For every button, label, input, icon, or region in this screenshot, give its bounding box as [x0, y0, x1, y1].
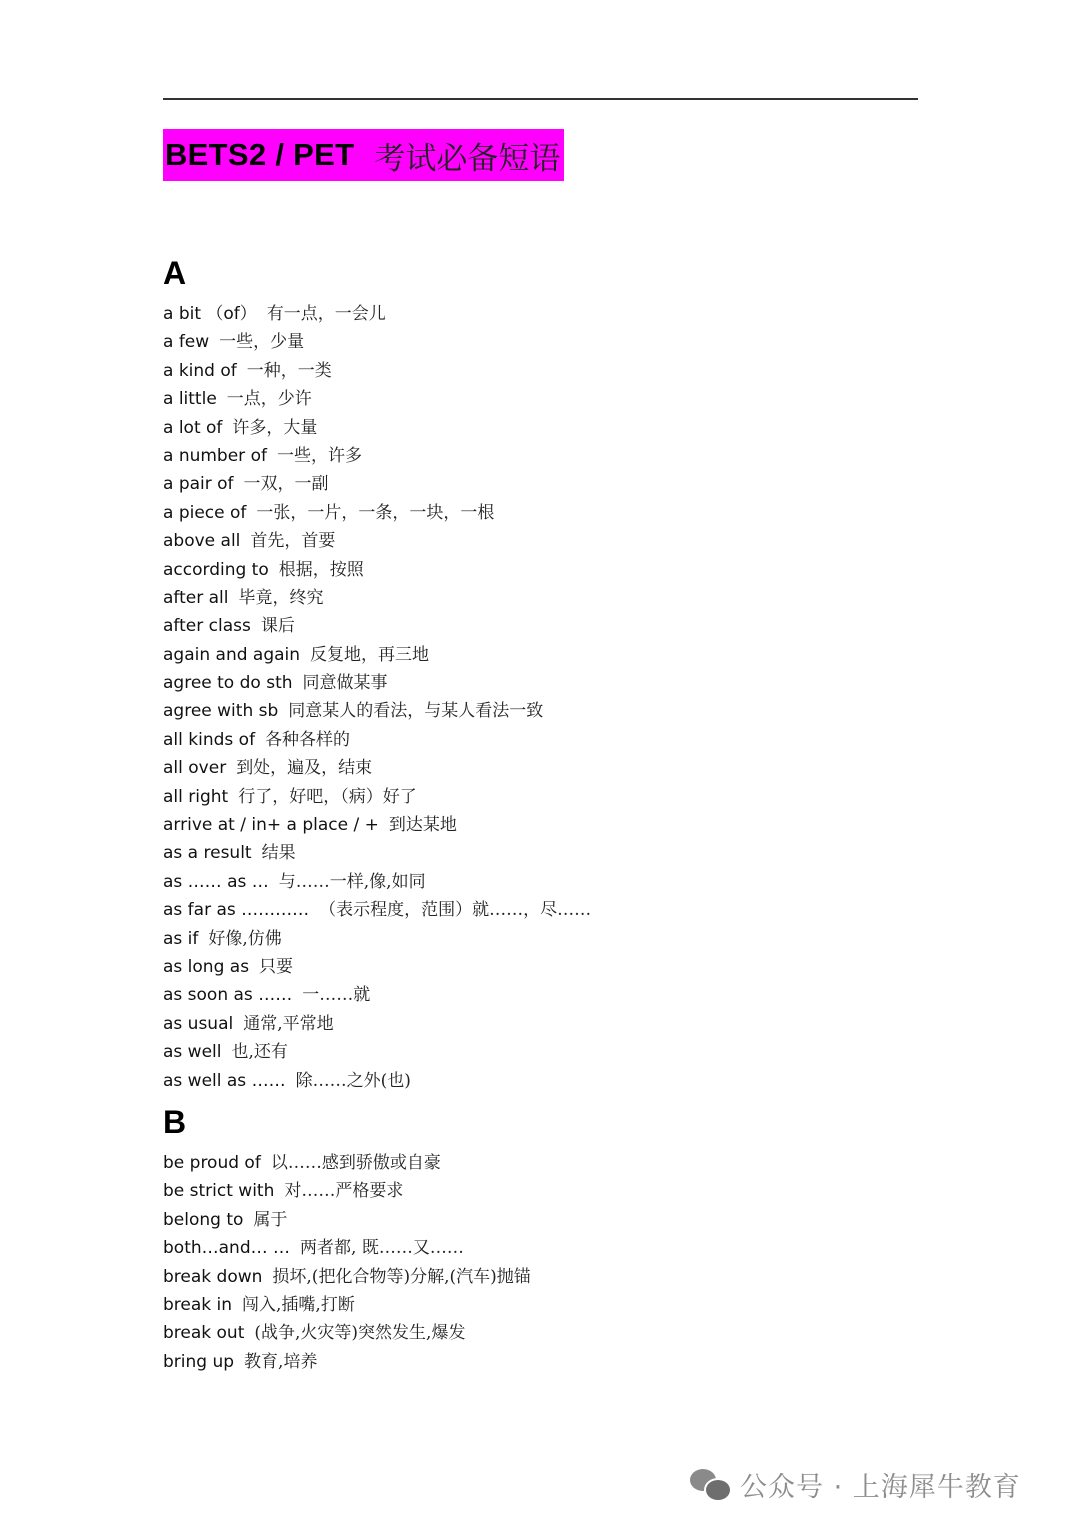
- phrase-entry: [163, 783, 591, 811]
- page-title: [163, 129, 564, 181]
- phrase-entry: [163, 1263, 531, 1291]
- phrase-english: all over: [163, 758, 227, 779]
- phrase-english: above all: [163, 531, 241, 552]
- phrase-chinese: 也,还有: [231, 1042, 288, 1063]
- phrase-english: agree to do sth: [163, 673, 293, 694]
- phrase-entry: [163, 385, 591, 413]
- phrase-english: break down: [163, 1266, 263, 1287]
- phrase-chinese: 根据，按照: [278, 559, 364, 580]
- phrase-entry: [163, 442, 591, 470]
- phrase-chinese: 一些，许多: [276, 445, 362, 466]
- phrase-english: agree with sb: [163, 701, 279, 722]
- phrase-entry: [163, 1206, 531, 1234]
- phrase-english: as a result: [163, 843, 252, 864]
- phrase-english: belong to: [163, 1209, 244, 1230]
- phrase-list-b: [163, 1149, 531, 1376]
- phrase-chinese: 首先，首要: [250, 531, 336, 552]
- phrase-entry: [163, 470, 591, 498]
- phrase-english: as far as …………: [163, 900, 310, 921]
- phrase-entry: [163, 839, 591, 867]
- phrase-chinese: 教育,培养: [244, 1351, 318, 1372]
- phrase-english: as usual: [163, 1013, 234, 1034]
- phrase-chinese: 到处，遍及，结束: [236, 758, 373, 779]
- phrase-list-a: [163, 300, 591, 1095]
- phrase-chinese: 一双，一副: [243, 474, 329, 495]
- phrase-entry: [163, 1291, 531, 1319]
- phrase-entry: [163, 1067, 591, 1095]
- phrase-entry: [163, 669, 591, 697]
- phrase-chinese: 各种各样的: [265, 729, 351, 750]
- phrase-english: a pair of: [163, 474, 234, 495]
- phrase-chinese: 除……之外(也): [295, 1070, 411, 1091]
- phrase-english: arrive at / in+ a place / +: [163, 815, 379, 836]
- phrase-english: after all: [163, 587, 229, 608]
- phrase-chinese: 属于: [253, 1209, 288, 1230]
- phrase-english: be proud of: [163, 1153, 261, 1173]
- phrase-english: break in: [163, 1294, 233, 1315]
- phrase-entry: [163, 953, 591, 981]
- phrase-entry: [163, 527, 591, 555]
- phrase-entry: [163, 1234, 531, 1262]
- phrase-english: as well as ……: [163, 1070, 286, 1091]
- phrase-entry: [163, 896, 591, 924]
- phrase-entry: [163, 612, 591, 640]
- phrase-english: as if: [163, 928, 199, 949]
- phrase-entry: [163, 328, 591, 356]
- phrase-entry: [163, 1319, 531, 1347]
- phrase-english: as soon as ……: [163, 985, 293, 1006]
- phrase-chinese: 好像,仿佛: [208, 928, 282, 949]
- title-chinese: 考试必备短语: [374, 140, 561, 177]
- phrase-english: as long as: [163, 956, 250, 977]
- phrase-chinese: 行了，好吧，（病）好了: [238, 786, 417, 807]
- phrase-entry: [163, 981, 591, 1009]
- phrase-english: a bit （of）: [163, 304, 257, 324]
- phrase-chinese: 闯入,插嘴,打断: [242, 1294, 355, 1315]
- phrase-entry: [163, 868, 591, 896]
- phrase-chinese: 结果: [261, 843, 296, 864]
- phrase-english: a lot of: [163, 417, 223, 438]
- phrase-english: a piece of: [163, 502, 247, 523]
- phrase-chinese: 反复地，再三地: [310, 644, 430, 665]
- phrase-english: after class: [163, 616, 251, 637]
- phrase-chinese: 与……一样,像,如同: [278, 871, 426, 892]
- phrase-entry: [163, 641, 591, 669]
- phrase-entry: [163, 556, 591, 584]
- phrase-entry: [163, 754, 591, 782]
- phrase-english: again and again: [163, 644, 301, 665]
- phrase-chinese: （表示程度，范围）就……，尽……: [319, 900, 592, 921]
- phrase-entry: [163, 925, 591, 953]
- watermark: [690, 1462, 1021, 1506]
- phrase-english: all kinds of: [163, 729, 256, 750]
- phrase-chinese: 两者都, 既……又……: [300, 1238, 464, 1259]
- phrase-chinese: 只要: [259, 956, 294, 977]
- phrase-chinese: 通常,平常地: [243, 1013, 334, 1034]
- phrase-entry: [163, 1010, 591, 1038]
- phrase-chinese: 许多，大量: [232, 417, 318, 438]
- title-english: BETS2 / PET: [165, 137, 355, 172]
- phrase-english: break out: [163, 1323, 245, 1344]
- section-heading-a: A: [163, 255, 187, 291]
- phrase-chinese: 一……就: [302, 985, 371, 1006]
- phrase-english: a number of: [163, 445, 267, 466]
- phrase-chinese: 损坏,(把化合物等)分解,(汽车)抛锚: [272, 1266, 531, 1287]
- phrase-chinese: 一点，少许: [226, 389, 312, 410]
- phrase-chinese: (战争,火灾等)突然发生,爆发: [254, 1323, 466, 1344]
- top-divider: [163, 98, 918, 100]
- phrase-chinese: 有一点，一会儿: [266, 304, 386, 324]
- phrase-entry: [163, 697, 591, 725]
- phrase-entry: [163, 584, 591, 612]
- wechat-icon: [690, 1467, 730, 1501]
- phrase-chinese: 一张，一片，一条，一块，一根: [256, 502, 495, 523]
- phrase-entry: [163, 1149, 531, 1177]
- phrase-english: a little: [163, 389, 217, 410]
- phrase-entry: [163, 1038, 591, 1066]
- phrase-entry: [163, 1348, 531, 1376]
- phrase-chinese: 一种，一类: [246, 360, 332, 381]
- phrase-chinese: 到达某地: [388, 815, 457, 836]
- phrase-entry: [163, 1177, 531, 1205]
- phrase-english: bring up: [163, 1351, 235, 1372]
- phrase-chinese: 一些，少量: [219, 332, 305, 353]
- phrase-entry: [163, 414, 591, 442]
- phrase-english: a few: [163, 332, 210, 353]
- phrase-entry: [163, 499, 591, 527]
- phrase-chinese: 以……感到骄傲或自豪: [270, 1153, 441, 1173]
- phrase-chinese: 同意做某事: [302, 673, 388, 694]
- phrase-english: a kind of: [163, 360, 237, 381]
- phrase-english: be strict with: [163, 1181, 275, 1202]
- phrase-chinese: 对……严格要求: [284, 1181, 404, 1202]
- phrase-entry: [163, 726, 591, 754]
- section-heading-b: B: [163, 1104, 187, 1140]
- phrase-english: both…and… …: [163, 1238, 291, 1259]
- phrase-entry: [163, 300, 591, 328]
- phrase-entry: [163, 357, 591, 385]
- phrase-entry: [163, 811, 591, 839]
- phrase-chinese: 同意某人的看法，与某人看法一致: [288, 701, 544, 722]
- phrase-chinese: 毕竟，终究: [238, 587, 324, 608]
- phrase-chinese: 课后: [260, 616, 295, 637]
- phrase-english: as well: [163, 1042, 222, 1063]
- phrase-english: according to: [163, 559, 269, 580]
- phrase-english: all right: [163, 786, 229, 807]
- watermark-text: 公众号 · 上海犀牛教育: [740, 1471, 1021, 1503]
- phrase-english: as …… as …: [163, 871, 269, 892]
